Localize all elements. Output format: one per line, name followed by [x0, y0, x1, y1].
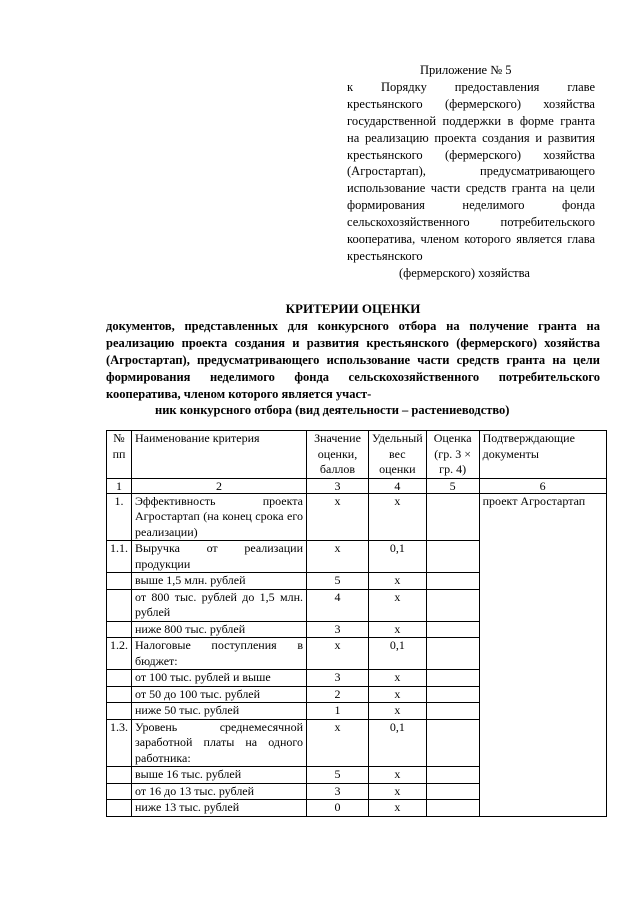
row-name: ниже 50 тыс. рублей: [132, 703, 307, 720]
row-name: ниже 800 тыс. рублей: [132, 621, 307, 638]
row-weight: х: [369, 783, 427, 800]
row-value: 3: [307, 783, 369, 800]
row-num: 1.1.: [107, 541, 132, 573]
col-number: 1: [107, 478, 132, 493]
row-score: [426, 573, 479, 590]
row-num: [107, 621, 132, 638]
row-name: от 50 до 100 тыс. рублей: [132, 686, 307, 703]
row-name: от 16 до 13 тыс. рублей: [132, 783, 307, 800]
row-num: [107, 703, 132, 720]
document-heading: [106, 301, 600, 419]
row-value: х: [307, 493, 369, 541]
row-weight: х: [369, 800, 427, 817]
row-score: [426, 686, 479, 703]
row-weight: х: [369, 686, 427, 703]
row-value: 5: [307, 573, 369, 590]
row-score: [426, 493, 479, 541]
row-weight: х: [369, 703, 427, 720]
row-weight: х: [369, 670, 427, 687]
appendix-title: Приложение № 5: [420, 63, 512, 77]
row-name: Выручка от реализации продукции: [132, 541, 307, 573]
row-score: [426, 541, 479, 573]
appendix-last-line: (фермерского) хозяйства: [399, 265, 530, 280]
heading-body-text: документов, представленных для конкурсного отбора на получение гранта на реализацию проекта создания и развития крестьянского (фермерского) хозяйства (Агростартап), предусматривающего использование части средств гранта на цели формирования неделимого фонда сельскохозяйственного потребительского кооператива, членом которого является участ-: [106, 318, 600, 401]
row-name: Налоговые поступления в бюджет:: [132, 638, 307, 670]
row-score: [426, 783, 479, 800]
row-weight: х: [369, 621, 427, 638]
docs-cell: [479, 493, 606, 816]
row-value: 4: [307, 589, 369, 621]
criteria-table: [106, 430, 607, 817]
row-score: [426, 719, 479, 767]
row-value: 0: [307, 800, 369, 817]
row-value: х: [307, 541, 369, 573]
header-docs: Подтверждающие документы: [479, 431, 606, 479]
appendix-block: [347, 62, 595, 282]
heading-last-line: ник конкурсного отбора (вид деятельности – растениеводство): [155, 403, 510, 418]
row-value: 1: [307, 703, 369, 720]
row-value: 3: [307, 670, 369, 687]
row-name: Уровень среднемесячной заработной платы на одного работника:: [132, 719, 307, 767]
row-value: х: [307, 719, 369, 767]
heading-body: [106, 318, 600, 419]
header-weight: Удельный вес оценки: [369, 431, 427, 479]
row-weight: х: [369, 573, 427, 590]
column-number-row: [107, 478, 607, 493]
row-num: [107, 800, 132, 817]
row-score: [426, 589, 479, 621]
table-header-row: [107, 431, 607, 479]
row-weight: х: [369, 589, 427, 621]
header-score: Оценка (гр. 3 × гр. 4): [426, 431, 479, 479]
col-number: 3: [307, 478, 369, 493]
row-name: выше 1,5 млн. рублей: [132, 573, 307, 590]
row-score: [426, 800, 479, 817]
row-value: х: [307, 638, 369, 670]
row-score: [426, 638, 479, 670]
header-value: Значение оценки, баллов: [307, 431, 369, 479]
row-weight: х: [369, 493, 427, 541]
col-number: 4: [369, 478, 427, 493]
row-weight: 0,1: [369, 541, 427, 573]
col-number: 2: [132, 478, 307, 493]
row-num: 1.2.: [107, 638, 132, 670]
row-value: 2: [307, 686, 369, 703]
row-score: [426, 621, 479, 638]
row-name: выше 16 тыс. рублей: [132, 767, 307, 784]
row-num: [107, 686, 132, 703]
row-num: [107, 573, 132, 590]
header-name: Наименование критерия: [132, 431, 307, 479]
col-number: 5: [426, 478, 479, 493]
col-number: 6: [479, 478, 606, 493]
heading-title: КРИТЕРИИ ОЦЕНКИ: [285, 301, 421, 316]
row-num: [107, 589, 132, 621]
row-value: 3: [307, 621, 369, 638]
row-name: ниже 13 тыс. рублей: [132, 800, 307, 817]
row-num: 1.3.: [107, 719, 132, 767]
row-num: 1.: [107, 493, 132, 541]
row-weight: х: [369, 767, 427, 784]
row-score: [426, 703, 479, 720]
row-num: [107, 670, 132, 687]
table-row: [107, 493, 607, 541]
row-num: [107, 767, 132, 784]
row-score: [426, 767, 479, 784]
row-name: от 100 тыс. рублей и выше: [132, 670, 307, 687]
appendix-body: к Порядку предоставления главе крестьянского (фермерского) хозяйства государственной поддержки в форме гранта на реализацию проекта создания и развития крестьянского (фермерского) хозяйства (Агростартап), предусматривающего использование части средств гранта на цели формирования неделимого фонда сельскохозяйственного потребительского кооператива, членом которого является глава крестьянского: [347, 79, 595, 263]
row-name: Эффективность проекта Агростартап (на конец срока его реализации): [132, 493, 307, 541]
row-score: [426, 670, 479, 687]
row-num: [107, 783, 132, 800]
row-name: от 800 тыс. рублей до 1,5 млн. рублей: [132, 589, 307, 621]
docs-text: проект Агростартап: [482, 493, 586, 508]
header-num: № пп: [107, 431, 132, 479]
row-weight: 0,1: [369, 719, 427, 767]
row-weight: 0,1: [369, 638, 427, 670]
row-value: 5: [307, 767, 369, 784]
